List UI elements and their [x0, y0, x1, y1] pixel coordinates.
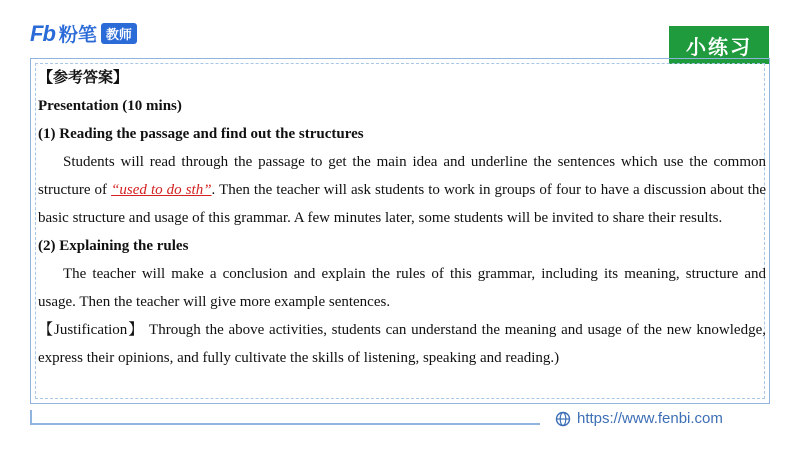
- step1-highlight: “used to do sth”: [111, 182, 212, 198]
- logo-mark: Fb: [30, 20, 55, 46]
- answer-heading: 【参考答案】: [38, 70, 129, 86]
- footer-divider: [30, 423, 540, 425]
- justification-text: Through the above activities, students can understand the meaning and usage of the new knowledge, express their opinions, and fully cultivate the skills of listening, speaking and reading.): [38, 322, 766, 366]
- practice-badge: 小练习: [669, 26, 769, 64]
- justification-label: 【Justification】: [38, 322, 145, 338]
- footer-url-text[interactable]: https://www.fenbi.com: [577, 410, 723, 427]
- step2-paragraph: The teacher will make a conclusion and explain the rules of this grammar, including its meaning, structure and usage. Then the teacher will give more example sentences.: [38, 266, 766, 310]
- step2-heading: (2) Explaining the rules: [38, 238, 189, 254]
- footer-url[interactable]: [555, 410, 723, 427]
- justification-paragraph: [38, 316, 766, 372]
- presentation-heading: Presentation (10 mins): [38, 98, 182, 114]
- footer-corner: [30, 410, 32, 424]
- logo-text: 粉笔: [58, 24, 97, 46]
- step1-text-after: . Then the teacher will ask students to work in groups of four to have a discussion about the basic structure and usage of this grammar. A few minutes later, some students will be invited to share their results.: [38, 182, 766, 226]
- answer-content: [38, 64, 766, 372]
- step1-heading: (1) Reading the passage and find out the structures: [38, 126, 364, 142]
- fenbi-teacher-logo: [30, 20, 137, 47]
- logo-tag: 教师: [101, 23, 137, 44]
- globe-icon: [555, 411, 571, 427]
- step1-paragraph: [38, 148, 766, 232]
- step1-text-before: Students will read through the passage to get the main idea and underline the sentences which use the common structure of: [38, 154, 766, 198]
